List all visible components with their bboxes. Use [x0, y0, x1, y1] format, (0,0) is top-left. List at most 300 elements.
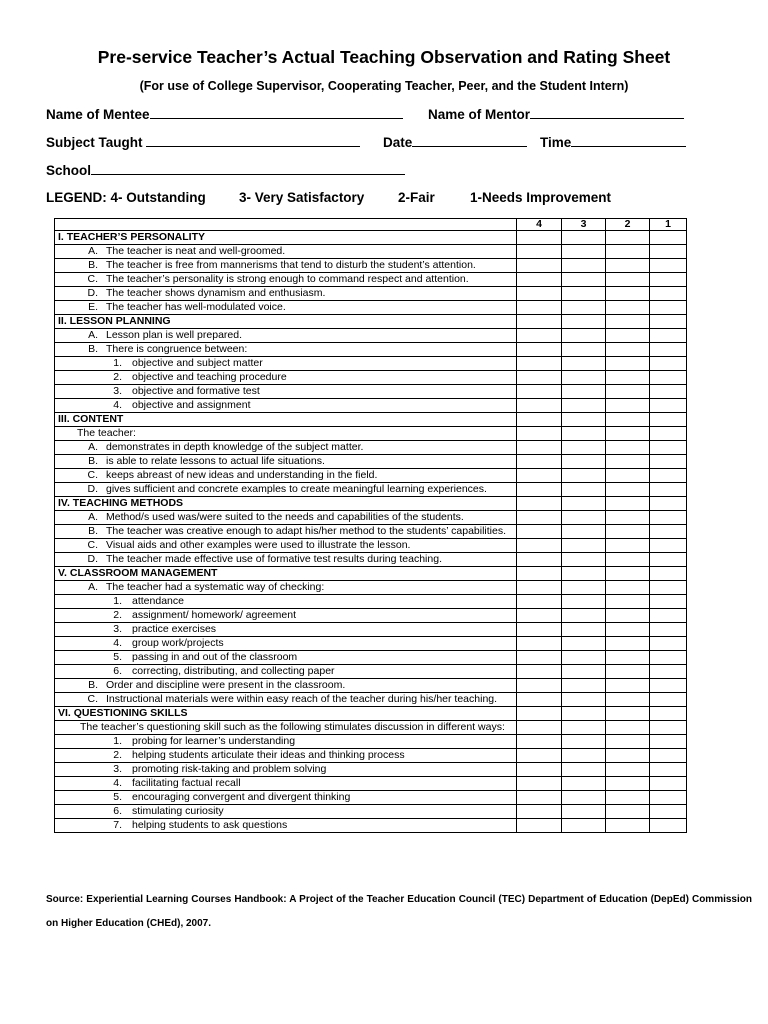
rating-cell-1[interactable]	[650, 469, 687, 483]
rating-cell-3[interactable]	[562, 581, 606, 595]
rating-header-3: 3	[562, 219, 606, 231]
legend-1: 1-Needs Improvement	[470, 190, 612, 205]
rating-cell-4[interactable]	[517, 651, 562, 665]
rating-cell-1[interactable]	[650, 623, 687, 637]
rating-cell-3[interactable]	[562, 511, 606, 525]
item-marker: 5.	[113, 791, 122, 803]
school-blank[interactable]	[91, 162, 405, 175]
rating-cell-4[interactable]	[517, 357, 562, 371]
rating-cell-2[interactable]	[606, 525, 650, 539]
rating-cell-4[interactable]	[517, 371, 562, 385]
rating-cell-1[interactable]	[650, 693, 687, 707]
rating-cell-3[interactable]	[562, 609, 606, 623]
mentee-blank[interactable]	[150, 106, 403, 119]
rating-cell-1[interactable]	[650, 525, 687, 539]
rating-cell-4[interactable]	[517, 441, 562, 455]
item-marker: 3.	[113, 763, 122, 775]
rating-cell-2[interactable]	[606, 245, 650, 259]
rating-cell-1[interactable]	[650, 707, 687, 721]
criterion-row	[55, 665, 687, 679]
rating-cell-3[interactable]	[562, 399, 606, 413]
item-text: attendance	[132, 595, 184, 607]
rating-cell-4[interactable]	[517, 707, 562, 721]
rating-cell-3[interactable]	[562, 427, 606, 441]
rating-cell-3[interactable]	[562, 693, 606, 707]
rating-cell-2[interactable]	[606, 315, 650, 329]
criteria-header	[55, 219, 517, 231]
rating-cell-3[interactable]	[562, 567, 606, 581]
item-marker: 5.	[113, 651, 122, 663]
item-marker: 4.	[113, 637, 122, 649]
item-marker: 6.	[113, 805, 122, 817]
rating-cell-2[interactable]	[606, 413, 650, 427]
rating-cell-3[interactable]	[562, 413, 606, 427]
criterion-cell: The teacher:	[55, 427, 517, 441]
criterion-row	[55, 595, 687, 609]
item-marker: 7.	[113, 819, 122, 831]
rating-cell-2[interactable]	[606, 553, 650, 567]
rating-cell-4[interactable]	[517, 455, 562, 469]
rating-cell-4[interactable]	[517, 805, 562, 819]
rating-cell-1[interactable]	[650, 259, 687, 273]
criterion-row	[55, 385, 687, 399]
rating-cell-1[interactable]	[650, 273, 687, 287]
rating-cell-2[interactable]	[606, 749, 650, 763]
time-label: Time	[540, 135, 572, 150]
rating-cell-2[interactable]	[606, 385, 650, 399]
rating-cell-1[interactable]	[650, 749, 687, 763]
rating-cell-1[interactable]	[650, 427, 687, 441]
item-marker: A.	[88, 329, 98, 341]
rating-cell-3[interactable]	[562, 539, 606, 553]
item-marker: 2.	[113, 371, 122, 383]
rating-cell-2[interactable]	[606, 483, 650, 497]
date-label: Date	[383, 135, 413, 150]
time-blank[interactable]	[571, 134, 686, 147]
section-heading: IV. TEACHING METHODS	[55, 497, 517, 511]
item-marker: 4.	[113, 399, 122, 411]
item-marker: 2.	[113, 609, 122, 621]
section-row	[55, 567, 687, 581]
section-heading: III. CONTENT	[55, 413, 517, 427]
criterion-cell	[55, 805, 517, 819]
item-text: promoting risk-taking and problem solving	[132, 763, 327, 775]
rating-cell-2[interactable]	[606, 777, 650, 791]
criterion-row	[55, 287, 687, 301]
item-text: The teacher is free from mannerisms that tend to disturb the student’s attention.	[106, 259, 476, 271]
rating-cell-4[interactable]	[517, 819, 562, 833]
rating-cell-3[interactable]	[562, 231, 606, 245]
rating-cell-2[interactable]	[606, 287, 650, 301]
rating-cell-4[interactable]	[517, 609, 562, 623]
item-marker: C.	[87, 273, 98, 285]
criterion-row	[55, 637, 687, 651]
rating-cell-3[interactable]	[562, 679, 606, 693]
rating-cell-1[interactable]	[650, 287, 687, 301]
item-marker: 4.	[113, 777, 122, 789]
rating-cell-4[interactable]	[517, 259, 562, 273]
rating-cell-4[interactable]	[517, 595, 562, 609]
rating-cell-4[interactable]	[517, 231, 562, 245]
rating-cell-2[interactable]	[606, 427, 650, 441]
item-text: correcting, distributing, and collecting paper	[132, 665, 335, 677]
rating-cell-3[interactable]	[562, 595, 606, 609]
criterion-row	[55, 651, 687, 665]
criterion-cell	[55, 273, 517, 287]
rating-cell-2[interactable]	[606, 735, 650, 749]
criterion-row	[55, 329, 687, 343]
item-text: The teacher’s personality is strong enough to command respect and attention.	[106, 273, 469, 285]
criterion-row	[55, 511, 687, 525]
item-marker: D.	[87, 553, 98, 565]
rating-cell-4[interactable]	[517, 693, 562, 707]
rating-cell-4[interactable]	[517, 777, 562, 791]
rating-cell-1[interactable]	[650, 609, 687, 623]
criterion-cell	[55, 469, 517, 483]
item-text: Lesson plan is well prepared.	[106, 329, 242, 341]
rating-cell-3[interactable]	[562, 259, 606, 273]
rating-cell-4[interactable]	[517, 399, 562, 413]
page-title: Pre-service Teacher’s Actual Teaching Observation and Rating Sheet	[97, 47, 671, 67]
rating-cell-1[interactable]	[650, 497, 687, 511]
rating-cell-3[interactable]	[562, 315, 606, 329]
criterion-cell	[55, 343, 517, 357]
rating-cell-3[interactable]	[562, 497, 606, 511]
item-marker: B.	[88, 525, 98, 537]
criterion-row	[55, 427, 687, 441]
mentor-label: Name of Mentor	[428, 107, 531, 122]
source-note: Source: Experiential Learning Courses Handbook: A Project of the Teacher Education Council (TEC) Department of Education (DepEd) Commission on Higher Education (CHEd), 2007.	[46, 894, 752, 929]
rating-cell-4[interactable]	[517, 315, 562, 329]
item-marker: B.	[88, 259, 98, 271]
rating-cell-3[interactable]	[562, 553, 606, 567]
criterion-row	[55, 483, 687, 497]
rating-cell-3[interactable]	[562, 791, 606, 805]
item-text: objective and teaching procedure	[132, 371, 287, 383]
criterion-cell	[55, 511, 517, 525]
criterion-cell	[55, 287, 517, 301]
rating-cell-3[interactable]	[562, 287, 606, 301]
criterion-cell	[55, 609, 517, 623]
item-text: stimulating curiosity	[132, 805, 224, 817]
item-marker: A.	[88, 511, 98, 523]
rating-cell-1[interactable]	[650, 581, 687, 595]
date-field	[383, 134, 527, 150]
item-text: objective and subject matter	[132, 357, 263, 369]
rating-cell-3[interactable]	[562, 273, 606, 287]
criterion-row	[55, 763, 687, 777]
rating-cell-2[interactable]	[606, 819, 650, 833]
rating-cell-2[interactable]	[606, 343, 650, 357]
rating-cell-1[interactable]	[650, 357, 687, 371]
section-heading: VI. QUESTIONING SKILLS	[55, 707, 517, 721]
rating-cell-1[interactable]	[650, 385, 687, 399]
rating-cell-4[interactable]	[517, 483, 562, 497]
criterion-cell	[55, 399, 517, 413]
rating-cell-4[interactable]	[517, 469, 562, 483]
criterion-row	[55, 357, 687, 371]
rating-cell-3[interactable]	[562, 819, 606, 833]
item-marker: 6.	[113, 665, 122, 677]
rating-cell-4[interactable]	[517, 301, 562, 315]
rating-cell-4[interactable]	[517, 721, 562, 735]
section-row	[55, 497, 687, 511]
rating-cell-4[interactable]	[517, 245, 562, 259]
rating-cell-1[interactable]	[650, 441, 687, 455]
rating-cell-1[interactable]	[650, 763, 687, 777]
item-text: practice exercises	[132, 623, 217, 635]
rating-cell-2[interactable]	[606, 805, 650, 819]
item-marker: E.	[88, 301, 98, 313]
rating-cell-1[interactable]	[650, 721, 687, 735]
rating-cell-4[interactable]	[517, 273, 562, 287]
item-marker: B.	[88, 455, 98, 467]
rating-cell-4[interactable]	[517, 497, 562, 511]
rating-cell-4[interactable]	[517, 343, 562, 357]
rating-cell-1[interactable]	[650, 371, 687, 385]
criterion-row	[55, 301, 687, 315]
rating-cell-4[interactable]	[517, 735, 562, 749]
subject-blank[interactable]	[146, 134, 360, 147]
rating-cell-4[interactable]	[517, 511, 562, 525]
rating-cell-1[interactable]	[650, 413, 687, 427]
rating-cell-2[interactable]	[606, 651, 650, 665]
rating-cell-2[interactable]	[606, 539, 650, 553]
rating-cell-3[interactable]	[562, 301, 606, 315]
rating-cell-2[interactable]	[606, 609, 650, 623]
mentor-blank[interactable]	[530, 106, 684, 119]
rating-cell-1[interactable]	[650, 245, 687, 259]
criterion-cell	[55, 735, 517, 749]
criterion-cell	[55, 441, 517, 455]
criterion-cell	[55, 455, 517, 469]
rating-cell-3[interactable]	[562, 455, 606, 469]
rating-header-2: 2	[606, 219, 650, 231]
rating-cell-3[interactable]	[562, 483, 606, 497]
item-text: keeps abreast of new ideas and understanding in the field.	[106, 469, 378, 481]
item-text: The teacher has well-modulated voice.	[106, 301, 286, 313]
item-marker: 1.	[113, 595, 122, 607]
mentee-label: Name of Mentee	[46, 107, 150, 122]
rating-cell-4[interactable]	[517, 679, 562, 693]
rating-cell-2[interactable]	[606, 329, 650, 343]
rating-cell-2[interactable]	[606, 721, 650, 735]
criterion-row	[55, 749, 687, 763]
rating-cell-1[interactable]	[650, 777, 687, 791]
section-row	[55, 315, 687, 329]
rating-cell-2[interactable]	[606, 231, 650, 245]
rating-cell-3[interactable]	[562, 371, 606, 385]
item-text: The teacher shows dynamism and enthusiasm.	[106, 287, 326, 299]
criterion-cell	[55, 483, 517, 497]
rating-cell-3[interactable]	[562, 637, 606, 651]
legend-4: LEGEND: 4- Outstanding	[46, 190, 206, 205]
rating-cell-1[interactable]	[650, 679, 687, 693]
item-text: Instructional materials were within easy reach of the teacher during his/her teaching.	[106, 693, 498, 705]
rating-cell-4[interactable]	[517, 665, 562, 679]
rating-cell-2[interactable]	[606, 497, 650, 511]
item-text: objective and assignment	[132, 399, 251, 411]
rating-cell-4[interactable]	[517, 329, 562, 343]
criterion-row	[55, 777, 687, 791]
criterion-row	[55, 455, 687, 469]
criterion-row	[55, 273, 687, 287]
rating-cell-3[interactable]	[562, 777, 606, 791]
rating-cell-2[interactable]	[606, 511, 650, 525]
rating-cell-4[interactable]	[517, 623, 562, 637]
rating-cell-3[interactable]	[562, 245, 606, 259]
criterion-cell	[55, 595, 517, 609]
rating-cell-2[interactable]	[606, 763, 650, 777]
rating-cell-2[interactable]	[606, 567, 650, 581]
rating-cell-4[interactable]	[517, 525, 562, 539]
rating-cell-2[interactable]	[606, 693, 650, 707]
item-text: Visual aids and other examples were used to illustrate the lesson.	[106, 539, 411, 551]
rating-header-1: 1	[650, 219, 687, 231]
item-text: There is congruence between:	[106, 343, 248, 355]
criterion-cell	[55, 553, 517, 567]
rating-cell-1[interactable]	[650, 231, 687, 245]
rating-cell-3[interactable]	[562, 805, 606, 819]
rating-cell-4[interactable]	[517, 567, 562, 581]
rating-cell-1[interactable]	[650, 567, 687, 581]
rating-cell-3[interactable]	[562, 385, 606, 399]
rating-cell-1[interactable]	[650, 329, 687, 343]
rating-cell-3[interactable]	[562, 707, 606, 721]
rating-cell-3[interactable]	[562, 343, 606, 357]
rating-cell-2[interactable]	[606, 595, 650, 609]
rating-cell-4[interactable]	[517, 791, 562, 805]
criterion-row	[55, 581, 687, 595]
rating-cell-1[interactable]	[650, 483, 687, 497]
rating-cell-2[interactable]	[606, 273, 650, 287]
rating-cell-3[interactable]	[562, 721, 606, 735]
rating-cell-4[interactable]	[517, 427, 562, 441]
rating-cell-3[interactable]	[562, 623, 606, 637]
item-text: probing for learner’s understanding	[132, 735, 296, 747]
item-marker: C.	[87, 539, 98, 551]
rating-cell-1[interactable]	[650, 301, 687, 315]
criterion-cell	[55, 525, 517, 539]
rating-cell-4[interactable]	[517, 763, 562, 777]
rating-cell-2[interactable]	[606, 581, 650, 595]
criterion-row	[55, 539, 687, 553]
rating-cell-1[interactable]	[650, 637, 687, 651]
rating-cell-1[interactable]	[650, 651, 687, 665]
criterion-row	[55, 259, 687, 273]
rating-cell-2[interactable]	[606, 707, 650, 721]
criterion-cell	[55, 679, 517, 693]
rating-cell-3[interactable]	[562, 525, 606, 539]
rating-cell-1[interactable]	[650, 791, 687, 805]
item-text: facilitating factual recall	[132, 777, 241, 789]
rating-cell-2[interactable]	[606, 259, 650, 273]
rating-cell-4[interactable]	[517, 637, 562, 651]
rating-cell-2[interactable]	[606, 301, 650, 315]
time-field	[540, 134, 686, 150]
date-blank[interactable]	[412, 134, 527, 147]
rating-cell-1[interactable]	[650, 315, 687, 329]
rating-cell-4[interactable]	[517, 413, 562, 427]
rating-cell-1[interactable]	[650, 819, 687, 833]
rating-cell-1[interactable]	[650, 539, 687, 553]
rating-cell-4[interactable]	[517, 287, 562, 301]
rating-cell-4[interactable]	[517, 539, 562, 553]
criterion-row	[55, 553, 687, 567]
criterion-row	[55, 679, 687, 693]
criterion-cell	[55, 791, 517, 805]
subject-field	[46, 134, 360, 150]
item-text: gives sufficient and concrete examples to create meaningful learning experiences.	[106, 483, 487, 495]
rating-cell-2[interactable]	[606, 371, 650, 385]
item-marker: 2.	[113, 749, 122, 761]
rating-cell-3[interactable]	[562, 735, 606, 749]
rating-cell-2[interactable]	[606, 791, 650, 805]
rating-cell-2[interactable]	[606, 455, 650, 469]
rating-cell-1[interactable]	[650, 455, 687, 469]
item-text: demonstrates in depth knowledge of the subject matter.	[106, 441, 364, 453]
criterion-row	[55, 343, 687, 357]
rating-cell-1[interactable]	[650, 553, 687, 567]
rating-cell-1[interactable]	[650, 511, 687, 525]
page-subtitle: (For use of College Supervisor, Cooperating Teacher, Peer, and the Student Intern)	[139, 79, 629, 93]
rating-cell-1[interactable]	[650, 805, 687, 819]
criterion-cell	[55, 763, 517, 777]
rating-cell-1[interactable]	[650, 665, 687, 679]
criterion-cell	[55, 623, 517, 637]
rating-cell-4[interactable]	[517, 385, 562, 399]
rating-cell-4[interactable]	[517, 749, 562, 763]
rating-cell-2[interactable]	[606, 469, 650, 483]
rating-cell-2[interactable]	[606, 441, 650, 455]
rating-cell-3[interactable]	[562, 329, 606, 343]
item-text: helping students articulate their ideas and thinking process	[132, 749, 405, 761]
rating-header-4: 4	[517, 219, 562, 231]
rating-cell-1[interactable]	[650, 343, 687, 357]
rating-cell-2[interactable]	[606, 357, 650, 371]
criterion-row	[55, 819, 687, 833]
rating-cell-2[interactable]	[606, 399, 650, 413]
criterion-cell	[55, 329, 517, 343]
section-row	[55, 231, 687, 245]
rating-cell-3[interactable]	[562, 665, 606, 679]
rating-cell-3[interactable]	[562, 651, 606, 665]
criterion-cell	[55, 259, 517, 273]
rating-cell-1[interactable]	[650, 735, 687, 749]
rating-cell-3[interactable]	[562, 441, 606, 455]
rating-cell-1[interactable]	[650, 595, 687, 609]
item-marker: A.	[88, 441, 98, 453]
rating-cell-2[interactable]	[606, 665, 650, 679]
criterion-cell	[55, 581, 517, 595]
item-text: The teacher made effective use of formative test results during teaching.	[106, 553, 442, 565]
rating-cell-3[interactable]	[562, 469, 606, 483]
rating-cell-4[interactable]	[517, 553, 562, 567]
rating-cell-3[interactable]	[562, 749, 606, 763]
rating-cell-2[interactable]	[606, 679, 650, 693]
criterion-cell	[55, 385, 517, 399]
rating-cell-3[interactable]	[562, 763, 606, 777]
rating-cell-2[interactable]	[606, 637, 650, 651]
criterion-cell	[55, 651, 517, 665]
rating-cell-1[interactable]	[650, 399, 687, 413]
rating-cell-4[interactable]	[517, 581, 562, 595]
rating-cell-3[interactable]	[562, 357, 606, 371]
criterion-row	[55, 791, 687, 805]
rating-cell-2[interactable]	[606, 623, 650, 637]
item-marker: C.	[87, 469, 98, 481]
criterion-cell	[55, 749, 517, 763]
